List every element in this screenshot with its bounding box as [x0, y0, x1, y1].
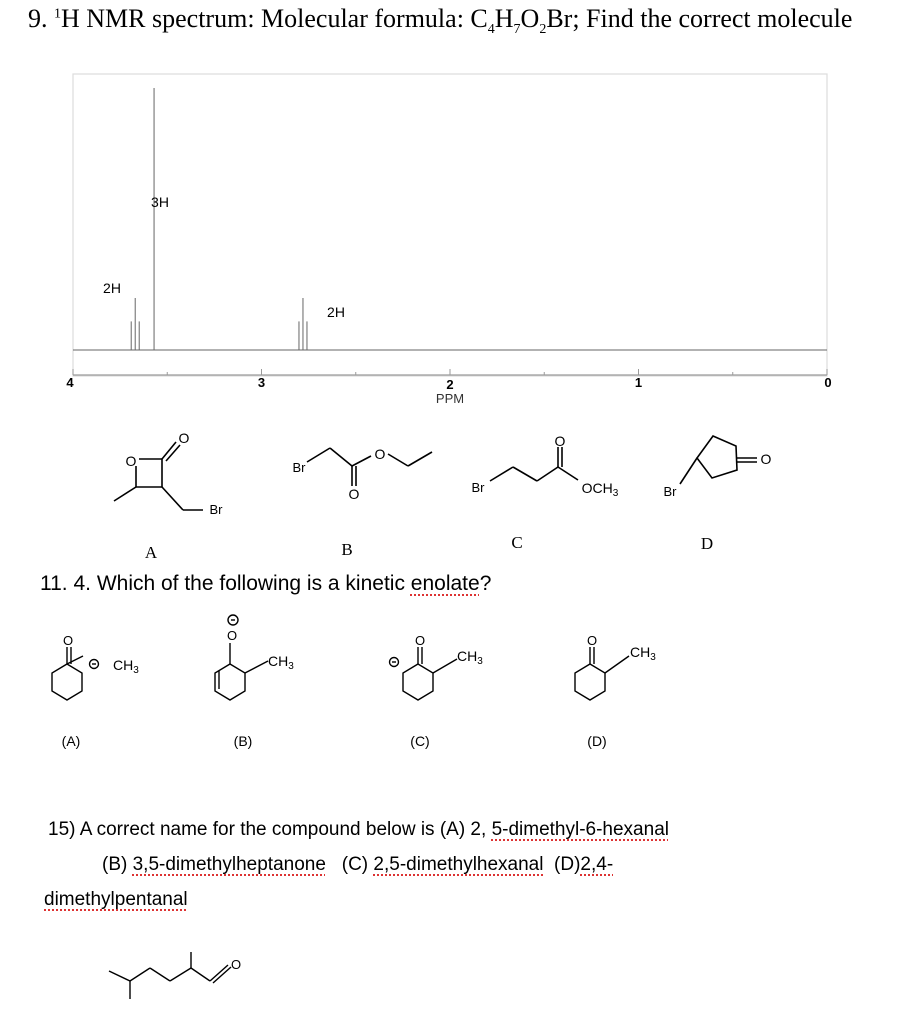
molecule-a-bromine: Br [209, 502, 223, 517]
choice-c-label: C [511, 533, 523, 552]
x-tick-label: 1 [634, 375, 643, 390]
x-axis-label: PPM [435, 391, 465, 406]
integration-3h: 3H [151, 194, 169, 210]
x-tick-label: 4 [66, 375, 74, 390]
enolate-structure-c [390, 647, 458, 700]
enolate-a-oxygen: O [62, 633, 74, 648]
enolate-d-oxygen: O [586, 633, 598, 648]
enolate-c-methyl: $CH_3$ [457, 648, 483, 667]
question-15-text: 15) A correct name for the compound below is (A) 2, 5-dimethyl-6-hexanal (B) 3,5-dimethylheptanone (C) 2,5-dimethylhexanal (D)2,4- dimethylpentanal [44, 819, 669, 910]
molecule-c-carbonyl-oxygen: O [554, 433, 566, 449]
molecule-b-bromine: Br [292, 460, 306, 475]
integration-2h-left: 2H [103, 280, 121, 296]
choice-b-label: B [341, 540, 353, 559]
enolate-b-methyl: $CH_3$ [268, 653, 294, 672]
molecule-d-bromine: Br [663, 484, 677, 499]
molecule-b [307, 448, 432, 486]
molecule-c-methoxy: $OCH_3$ [581, 480, 619, 499]
choice-d-label: D [700, 534, 714, 553]
x-tick-label: 2 [446, 377, 454, 392]
enolate-choice-c: (C) [410, 733, 430, 749]
x-tick-label: 0 [824, 375, 832, 390]
enolate-a-methyl: $CH_3$ [113, 657, 139, 676]
enolate-structure-b [215, 615, 268, 700]
enolate-choice-d: (D) [587, 733, 607, 749]
enolate-structure-d [575, 647, 629, 700]
aldehyde-structure [109, 952, 231, 999]
molecule-a-carbonyl-oxygen: O [178, 430, 190, 446]
molecule-a-ring-oxygen: O [125, 453, 137, 469]
enolate-c-oxygen: O [414, 633, 426, 648]
choice-a-label: A [144, 543, 158, 562]
enolate-structure-a [52, 647, 99, 700]
enolate-choice-a: (A) [61, 733, 81, 749]
molecule-c-bromine: Br [471, 480, 485, 495]
molecule-d [680, 436, 757, 484]
molecule-c [490, 447, 578, 481]
enolate-b-oxygen: O [226, 628, 238, 643]
x-tick-label: 3 [257, 375, 266, 390]
enolate-choice-b: (B) [233, 733, 253, 749]
molecule-d-carbonyl-oxygen: O [760, 451, 772, 467]
molecule-b-ester-oxygen: O [374, 446, 386, 462]
question-11-title: 11. 4. Which of the following is a kinetic enolate? [40, 572, 492, 595]
integration-2h-right: 2H [327, 304, 345, 320]
aldehyde-oxygen: O [230, 957, 242, 972]
enolate-d-methyl: $CH_3$ [630, 644, 656, 663]
spectrum-frame [73, 74, 827, 376]
molecule-b-carbonyl-oxygen: O [348, 486, 360, 502]
question-9-title: 9. $^1$H NMR spectrum: Molecular formula: $C_4H_7O_2Br$; Find the correct molecule [28, 4, 853, 38]
